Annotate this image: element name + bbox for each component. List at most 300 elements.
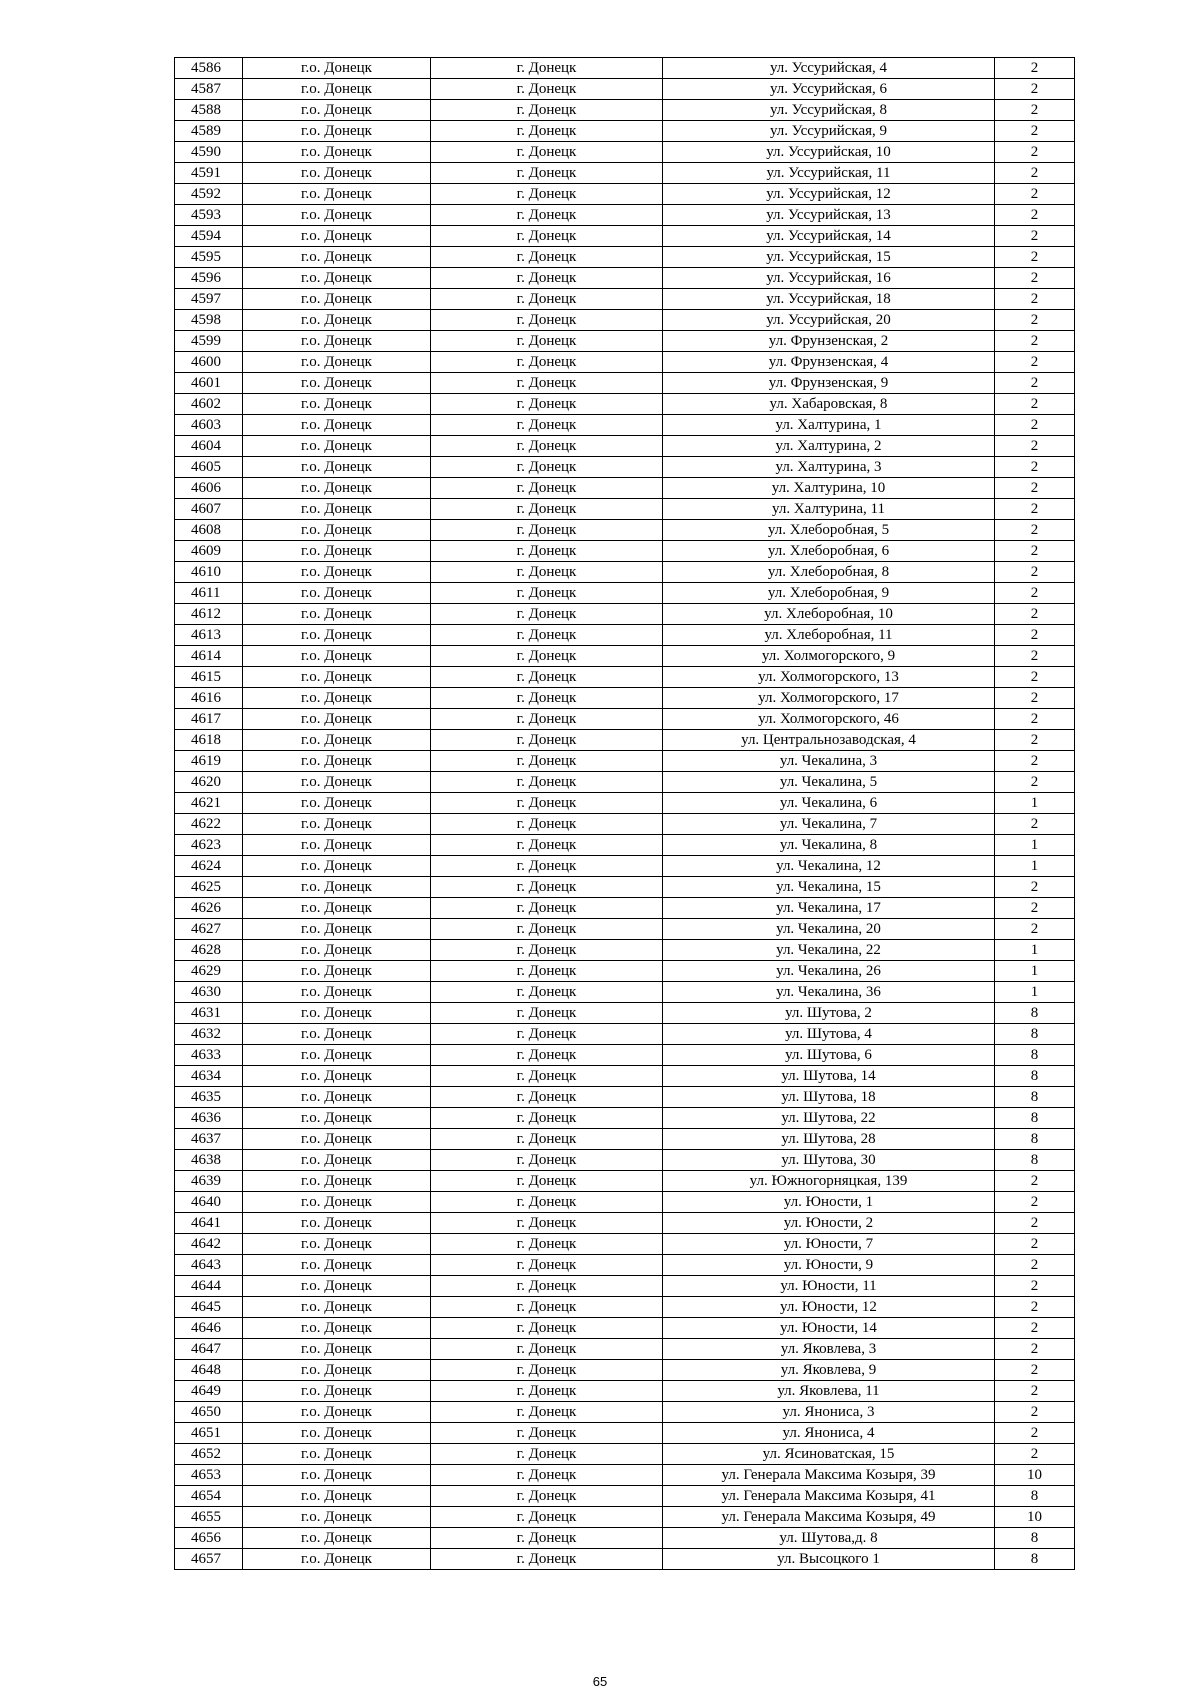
address-cell: ул. Чекалина, 5 bbox=[663, 772, 995, 793]
city-cell: г. Донецк bbox=[431, 1444, 663, 1465]
address-cell: ул. Хлеборобная, 9 bbox=[663, 583, 995, 604]
district-cell: г.о. Донецк bbox=[243, 289, 431, 310]
row-number-cell: 4650 bbox=[175, 1402, 243, 1423]
city-cell: г. Донецк bbox=[431, 793, 663, 814]
city-cell: г. Донецк bbox=[431, 142, 663, 163]
table-row bbox=[175, 1339, 1075, 1360]
row-number-cell: 4590 bbox=[175, 142, 243, 163]
table-row bbox=[175, 520, 1075, 541]
district-cell: г.о. Донецк bbox=[243, 898, 431, 919]
district-cell: г.о. Донецк bbox=[243, 772, 431, 793]
table-row bbox=[175, 79, 1075, 100]
district-cell: г.о. Донецк bbox=[243, 163, 431, 184]
city-cell: г. Донецк bbox=[431, 247, 663, 268]
city-cell: г. Донецк bbox=[431, 1045, 663, 1066]
row-number-cell: 4632 bbox=[175, 1024, 243, 1045]
city-cell: г. Донецк bbox=[431, 751, 663, 772]
row-number-cell: 4638 bbox=[175, 1150, 243, 1171]
row-number-cell: 4609 bbox=[175, 541, 243, 562]
row-number-cell: 4613 bbox=[175, 625, 243, 646]
table-row bbox=[175, 961, 1075, 982]
district-cell: г.о. Донецк bbox=[243, 1150, 431, 1171]
city-cell: г. Донецк bbox=[431, 331, 663, 352]
city-cell: г. Донецк bbox=[431, 394, 663, 415]
address-cell: ул. Чекалина, 7 bbox=[663, 814, 995, 835]
city-cell: г. Донецк bbox=[431, 1297, 663, 1318]
count-cell: 8 bbox=[995, 1045, 1075, 1066]
row-number-cell: 4594 bbox=[175, 226, 243, 247]
address-cell: ул. Генерала Максима Козыря, 41 bbox=[663, 1486, 995, 1507]
table-row bbox=[175, 1045, 1075, 1066]
row-number-cell: 4607 bbox=[175, 499, 243, 520]
table-row bbox=[175, 373, 1075, 394]
count-cell: 8 bbox=[995, 1003, 1075, 1024]
row-number-cell: 4619 bbox=[175, 751, 243, 772]
address-cell: ул. Чекалина, 22 bbox=[663, 940, 995, 961]
address-cell: ул. Фрунзенская, 9 bbox=[663, 373, 995, 394]
address-cell: ул. Чекалина, 20 bbox=[663, 919, 995, 940]
row-number-cell: 4626 bbox=[175, 898, 243, 919]
count-cell: 2 bbox=[995, 499, 1075, 520]
table-row bbox=[175, 1087, 1075, 1108]
city-cell: г. Донецк bbox=[431, 520, 663, 541]
row-number-cell: 4596 bbox=[175, 268, 243, 289]
count-cell: 2 bbox=[995, 100, 1075, 121]
address-cell: ул. Халтурина, 1 bbox=[663, 415, 995, 436]
city-cell: г. Донецк bbox=[431, 1213, 663, 1234]
count-cell: 8 bbox=[995, 1024, 1075, 1045]
district-cell: г.о. Донецк bbox=[243, 625, 431, 646]
address-cell: ул. Уссурийская, 8 bbox=[663, 100, 995, 121]
address-cell: ул. Хлеборобная, 6 bbox=[663, 541, 995, 562]
address-cell: ул. Шутова, 14 bbox=[663, 1066, 995, 1087]
city-cell: г. Донецк bbox=[431, 352, 663, 373]
city-cell: г. Донецк bbox=[431, 1024, 663, 1045]
table-row bbox=[175, 1465, 1075, 1486]
city-cell: г. Донецк bbox=[431, 79, 663, 100]
address-table-body bbox=[175, 58, 1075, 1570]
district-cell: г.о. Донецк bbox=[243, 1444, 431, 1465]
count-cell: 2 bbox=[995, 1318, 1075, 1339]
row-number-cell: 4591 bbox=[175, 163, 243, 184]
table-row bbox=[175, 289, 1075, 310]
row-number-cell: 4616 bbox=[175, 688, 243, 709]
count-cell: 8 bbox=[995, 1528, 1075, 1549]
district-cell: г.о. Донецк bbox=[243, 1276, 431, 1297]
district-cell: г.о. Донецк bbox=[243, 1129, 431, 1150]
row-number-cell: 4599 bbox=[175, 331, 243, 352]
table-row bbox=[175, 730, 1075, 751]
row-number-cell: 4604 bbox=[175, 436, 243, 457]
row-number-cell: 4655 bbox=[175, 1507, 243, 1528]
city-cell: г. Донецк bbox=[431, 205, 663, 226]
city-cell: г. Донецк bbox=[431, 1549, 663, 1570]
table-row bbox=[175, 352, 1075, 373]
district-cell: г.о. Донецк bbox=[243, 877, 431, 898]
district-cell: г.о. Донецк bbox=[243, 205, 431, 226]
city-cell: г. Донецк bbox=[431, 1171, 663, 1192]
address-cell: ул. Яковлева, 11 bbox=[663, 1381, 995, 1402]
address-cell: ул. Шутова,д. 8 bbox=[663, 1528, 995, 1549]
address-cell: ул. Юности, 1 bbox=[663, 1192, 995, 1213]
table-row bbox=[175, 1444, 1075, 1465]
count-cell: 2 bbox=[995, 814, 1075, 835]
city-cell: г. Донецк bbox=[431, 688, 663, 709]
table-row bbox=[175, 1255, 1075, 1276]
count-cell: 2 bbox=[995, 562, 1075, 583]
row-number-cell: 4657 bbox=[175, 1549, 243, 1570]
city-cell: г. Донецк bbox=[431, 1255, 663, 1276]
city-cell: г. Донецк bbox=[431, 730, 663, 751]
count-cell: 2 bbox=[995, 226, 1075, 247]
city-cell: г. Донецк bbox=[431, 499, 663, 520]
district-cell: г.о. Донецк bbox=[243, 1066, 431, 1087]
count-cell: 2 bbox=[995, 205, 1075, 226]
city-cell: г. Донецк bbox=[431, 436, 663, 457]
address-cell: ул. Уссурийская, 6 bbox=[663, 79, 995, 100]
address-cell: ул. Чекалина, 6 bbox=[663, 793, 995, 814]
table-row bbox=[175, 121, 1075, 142]
address-cell: ул. Хлеборобная, 10 bbox=[663, 604, 995, 625]
count-cell: 8 bbox=[995, 1066, 1075, 1087]
table-row bbox=[175, 310, 1075, 331]
row-number-cell: 4643 bbox=[175, 1255, 243, 1276]
district-cell: г.о. Донецк bbox=[243, 667, 431, 688]
table-row bbox=[175, 205, 1075, 226]
count-cell: 2 bbox=[995, 352, 1075, 373]
city-cell: г. Донецк bbox=[431, 100, 663, 121]
city-cell: г. Донецк bbox=[431, 1339, 663, 1360]
row-number-cell: 4651 bbox=[175, 1423, 243, 1444]
row-number-cell: 4653 bbox=[175, 1465, 243, 1486]
city-cell: г. Донецк bbox=[431, 667, 663, 688]
row-number-cell: 4598 bbox=[175, 310, 243, 331]
row-number-cell: 4637 bbox=[175, 1129, 243, 1150]
city-cell: г. Донецк bbox=[431, 1318, 663, 1339]
city-cell: г. Донецк bbox=[431, 898, 663, 919]
count-cell: 2 bbox=[995, 436, 1075, 457]
district-cell: г.о. Донецк bbox=[243, 331, 431, 352]
table-row bbox=[175, 1402, 1075, 1423]
row-number-cell: 4634 bbox=[175, 1066, 243, 1087]
district-cell: г.о. Донецк bbox=[243, 604, 431, 625]
address-cell: ул. Чекалина, 26 bbox=[663, 961, 995, 982]
count-cell: 2 bbox=[995, 877, 1075, 898]
count-cell: 2 bbox=[995, 331, 1075, 352]
city-cell: г. Донецк bbox=[431, 940, 663, 961]
table-row bbox=[175, 1150, 1075, 1171]
city-cell: г. Донецк bbox=[431, 646, 663, 667]
row-number-cell: 4622 bbox=[175, 814, 243, 835]
row-number-cell: 4648 bbox=[175, 1360, 243, 1381]
table-row bbox=[175, 982, 1075, 1003]
count-cell: 2 bbox=[995, 898, 1075, 919]
table-row bbox=[175, 1297, 1075, 1318]
district-cell: г.о. Донецк bbox=[243, 583, 431, 604]
district-cell: г.о. Донецк bbox=[243, 1465, 431, 1486]
count-cell: 2 bbox=[995, 751, 1075, 772]
district-cell: г.о. Донецк bbox=[243, 457, 431, 478]
address-cell: ул. Халтурина, 2 bbox=[663, 436, 995, 457]
district-cell: г.о. Донецк bbox=[243, 58, 431, 79]
district-cell: г.о. Донецк bbox=[243, 1234, 431, 1255]
address-cell: ул. Халтурина, 11 bbox=[663, 499, 995, 520]
address-cell: ул. Уссурийская, 14 bbox=[663, 226, 995, 247]
table-row bbox=[175, 940, 1075, 961]
table-row bbox=[175, 1423, 1075, 1444]
row-number-cell: 4600 bbox=[175, 352, 243, 373]
table-row bbox=[175, 1507, 1075, 1528]
table-row bbox=[175, 877, 1075, 898]
address-cell: ул. Чекалина, 15 bbox=[663, 877, 995, 898]
count-cell: 1 bbox=[995, 835, 1075, 856]
table-row bbox=[175, 247, 1075, 268]
row-number-cell: 4617 bbox=[175, 709, 243, 730]
city-cell: г. Донецк bbox=[431, 1192, 663, 1213]
row-number-cell: 4646 bbox=[175, 1318, 243, 1339]
city-cell: г. Донецк bbox=[431, 478, 663, 499]
row-number-cell: 4612 bbox=[175, 604, 243, 625]
city-cell: г. Донецк bbox=[431, 982, 663, 1003]
district-cell: г.о. Донецк bbox=[243, 1318, 431, 1339]
district-cell: г.о. Донецк bbox=[243, 100, 431, 121]
address-cell: ул. Яковлева, 3 bbox=[663, 1339, 995, 1360]
count-cell: 2 bbox=[995, 583, 1075, 604]
count-cell: 1 bbox=[995, 940, 1075, 961]
count-cell: 2 bbox=[995, 1360, 1075, 1381]
city-cell: г. Донецк bbox=[431, 814, 663, 835]
count-cell: 2 bbox=[995, 121, 1075, 142]
count-cell: 2 bbox=[995, 667, 1075, 688]
count-cell: 2 bbox=[995, 1276, 1075, 1297]
row-number-cell: 4647 bbox=[175, 1339, 243, 1360]
address-cell: ул. Шутова, 2 bbox=[663, 1003, 995, 1024]
address-cell: ул. Янониса, 3 bbox=[663, 1402, 995, 1423]
city-cell: г. Донецк bbox=[431, 1087, 663, 1108]
city-cell: г. Донецк bbox=[431, 1381, 663, 1402]
count-cell: 10 bbox=[995, 1507, 1075, 1528]
district-cell: г.о. Донецк bbox=[243, 226, 431, 247]
table-row bbox=[175, 814, 1075, 835]
row-number-cell: 4587 bbox=[175, 79, 243, 100]
row-number-cell: 4654 bbox=[175, 1486, 243, 1507]
count-cell: 8 bbox=[995, 1486, 1075, 1507]
address-cell: ул. Уссурийская, 10 bbox=[663, 142, 995, 163]
count-cell: 2 bbox=[995, 730, 1075, 751]
district-cell: г.о. Донецк bbox=[243, 1486, 431, 1507]
row-number-cell: 4628 bbox=[175, 940, 243, 961]
table-row bbox=[175, 331, 1075, 352]
table-row bbox=[175, 1360, 1075, 1381]
city-cell: г. Донецк bbox=[431, 562, 663, 583]
city-cell: г. Донецк bbox=[431, 625, 663, 646]
row-number-cell: 4588 bbox=[175, 100, 243, 121]
row-number-cell: 4641 bbox=[175, 1213, 243, 1234]
count-cell: 2 bbox=[995, 415, 1075, 436]
district-cell: г.о. Донецк bbox=[243, 79, 431, 100]
district-cell: г.о. Донецк bbox=[243, 184, 431, 205]
city-cell: г. Донецк bbox=[431, 1066, 663, 1087]
row-number-cell: 4611 bbox=[175, 583, 243, 604]
district-cell: г.о. Донецк bbox=[243, 1171, 431, 1192]
row-number-cell: 4645 bbox=[175, 1297, 243, 1318]
address-cell: ул. Шутова, 6 bbox=[663, 1045, 995, 1066]
district-cell: г.о. Донецк bbox=[243, 499, 431, 520]
count-cell: 2 bbox=[995, 1381, 1075, 1402]
district-cell: г.о. Донецк bbox=[243, 730, 431, 751]
count-cell: 10 bbox=[995, 1465, 1075, 1486]
table-row bbox=[175, 268, 1075, 289]
city-cell: г. Донецк bbox=[431, 1486, 663, 1507]
district-cell: г.о. Донецк bbox=[243, 1003, 431, 1024]
count-cell: 2 bbox=[995, 688, 1075, 709]
address-cell: ул. Южногорняцкая, 139 bbox=[663, 1171, 995, 1192]
row-number-cell: 4605 bbox=[175, 457, 243, 478]
city-cell: г. Донецк bbox=[431, 835, 663, 856]
count-cell: 1 bbox=[995, 982, 1075, 1003]
city-cell: г. Донецк bbox=[431, 1360, 663, 1381]
row-number-cell: 4618 bbox=[175, 730, 243, 751]
table-row bbox=[175, 793, 1075, 814]
table-row bbox=[175, 226, 1075, 247]
count-cell: 2 bbox=[995, 58, 1075, 79]
address-cell: ул. Чекалина, 3 bbox=[663, 751, 995, 772]
city-cell: г. Донецк bbox=[431, 583, 663, 604]
address-cell: ул. Уссурийская, 16 bbox=[663, 268, 995, 289]
district-cell: г.о. Донецк bbox=[243, 1045, 431, 1066]
row-number-cell: 4621 bbox=[175, 793, 243, 814]
row-number-cell: 4640 bbox=[175, 1192, 243, 1213]
count-cell: 1 bbox=[995, 856, 1075, 877]
row-number-cell: 4606 bbox=[175, 478, 243, 499]
row-number-cell: 4625 bbox=[175, 877, 243, 898]
city-cell: г. Донецк bbox=[431, 163, 663, 184]
district-cell: г.о. Донецк bbox=[243, 856, 431, 877]
address-cell: ул. Юности, 11 bbox=[663, 1276, 995, 1297]
address-cell: ул. Чекалина, 36 bbox=[663, 982, 995, 1003]
row-number-cell: 4624 bbox=[175, 856, 243, 877]
count-cell: 2 bbox=[995, 541, 1075, 562]
row-number-cell: 4608 bbox=[175, 520, 243, 541]
table-row bbox=[175, 772, 1075, 793]
city-cell: г. Донецк bbox=[431, 121, 663, 142]
district-cell: г.о. Донецк bbox=[243, 1507, 431, 1528]
address-cell: ул. Юности, 12 bbox=[663, 1297, 995, 1318]
city-cell: г. Донецк bbox=[431, 226, 663, 247]
row-number-cell: 4615 bbox=[175, 667, 243, 688]
table-row bbox=[175, 667, 1075, 688]
city-cell: г. Донецк bbox=[431, 457, 663, 478]
table-row bbox=[175, 457, 1075, 478]
table-row bbox=[175, 499, 1075, 520]
table-row bbox=[175, 583, 1075, 604]
count-cell: 2 bbox=[995, 268, 1075, 289]
district-cell: г.о. Донецк bbox=[243, 394, 431, 415]
table-row bbox=[175, 604, 1075, 625]
address-cell: ул. Холмогорского, 46 bbox=[663, 709, 995, 730]
count-cell: 2 bbox=[995, 373, 1075, 394]
count-cell: 2 bbox=[995, 163, 1075, 184]
district-cell: г.о. Донецк bbox=[243, 541, 431, 562]
row-number-cell: 4630 bbox=[175, 982, 243, 1003]
address-cell: ул. Фрунзенская, 2 bbox=[663, 331, 995, 352]
table-row bbox=[175, 751, 1075, 772]
table-row bbox=[175, 646, 1075, 667]
address-cell: ул. Генерала Максима Козыря, 49 bbox=[663, 1507, 995, 1528]
address-cell: ул. Хлеборобная, 5 bbox=[663, 520, 995, 541]
count-cell: 2 bbox=[995, 772, 1075, 793]
address-cell: ул. Уссурийская, 12 bbox=[663, 184, 995, 205]
table-row bbox=[175, 835, 1075, 856]
district-cell: г.о. Донецк bbox=[243, 751, 431, 772]
table-row bbox=[175, 1192, 1075, 1213]
address-cell: ул. Уссурийская, 13 bbox=[663, 205, 995, 226]
city-cell: г. Донецк bbox=[431, 604, 663, 625]
row-number-cell: 4601 bbox=[175, 373, 243, 394]
city-cell: г. Донецк bbox=[431, 373, 663, 394]
city-cell: г. Донецк bbox=[431, 1402, 663, 1423]
table-row bbox=[175, 1318, 1075, 1339]
table-row bbox=[175, 1486, 1075, 1507]
district-cell: г.о. Донецк bbox=[243, 1528, 431, 1549]
address-cell: ул. Юности, 2 bbox=[663, 1213, 995, 1234]
row-number-cell: 4639 bbox=[175, 1171, 243, 1192]
address-cell: ул. Шутова, 30 bbox=[663, 1150, 995, 1171]
table-row bbox=[175, 1213, 1075, 1234]
district-cell: г.о. Донецк bbox=[243, 352, 431, 373]
count-cell: 8 bbox=[995, 1150, 1075, 1171]
address-cell: ул. Центральнозаводская, 4 bbox=[663, 730, 995, 751]
row-number-cell: 4597 bbox=[175, 289, 243, 310]
table-row bbox=[175, 688, 1075, 709]
row-number-cell: 4603 bbox=[175, 415, 243, 436]
row-number-cell: 4589 bbox=[175, 121, 243, 142]
district-cell: г.о. Донецк bbox=[243, 1381, 431, 1402]
row-number-cell: 4631 bbox=[175, 1003, 243, 1024]
city-cell: г. Донецк bbox=[431, 1108, 663, 1129]
count-cell: 2 bbox=[995, 1213, 1075, 1234]
count-cell: 2 bbox=[995, 1423, 1075, 1444]
city-cell: г. Донецк bbox=[431, 856, 663, 877]
city-cell: г. Донецк bbox=[431, 310, 663, 331]
city-cell: г. Донецк bbox=[431, 772, 663, 793]
row-number-cell: 4620 bbox=[175, 772, 243, 793]
district-cell: г.о. Донецк bbox=[243, 436, 431, 457]
row-number-cell: 4623 bbox=[175, 835, 243, 856]
district-cell: г.о. Донецк bbox=[243, 1402, 431, 1423]
city-cell: г. Донецк bbox=[431, 1528, 663, 1549]
count-cell: 2 bbox=[995, 1234, 1075, 1255]
row-number-cell: 4602 bbox=[175, 394, 243, 415]
city-cell: г. Донецк bbox=[431, 919, 663, 940]
address-cell: ул. Ясиноватская, 15 bbox=[663, 1444, 995, 1465]
district-cell: г.о. Донецк bbox=[243, 1024, 431, 1045]
district-cell: г.о. Донецк bbox=[243, 247, 431, 268]
table-row bbox=[175, 1003, 1075, 1024]
address-cell: ул. Холмогорского, 17 bbox=[663, 688, 995, 709]
district-cell: г.о. Донецк bbox=[243, 793, 431, 814]
table-row bbox=[175, 184, 1075, 205]
table-row bbox=[175, 1066, 1075, 1087]
count-cell: 8 bbox=[995, 1549, 1075, 1570]
district-cell: г.о. Донецк bbox=[243, 814, 431, 835]
address-cell: ул. Уссурийская, 18 bbox=[663, 289, 995, 310]
table-row bbox=[175, 919, 1075, 940]
city-cell: г. Донецк bbox=[431, 877, 663, 898]
city-cell: г. Донецк bbox=[431, 268, 663, 289]
table-row bbox=[175, 142, 1075, 163]
count-cell: 2 bbox=[995, 310, 1075, 331]
